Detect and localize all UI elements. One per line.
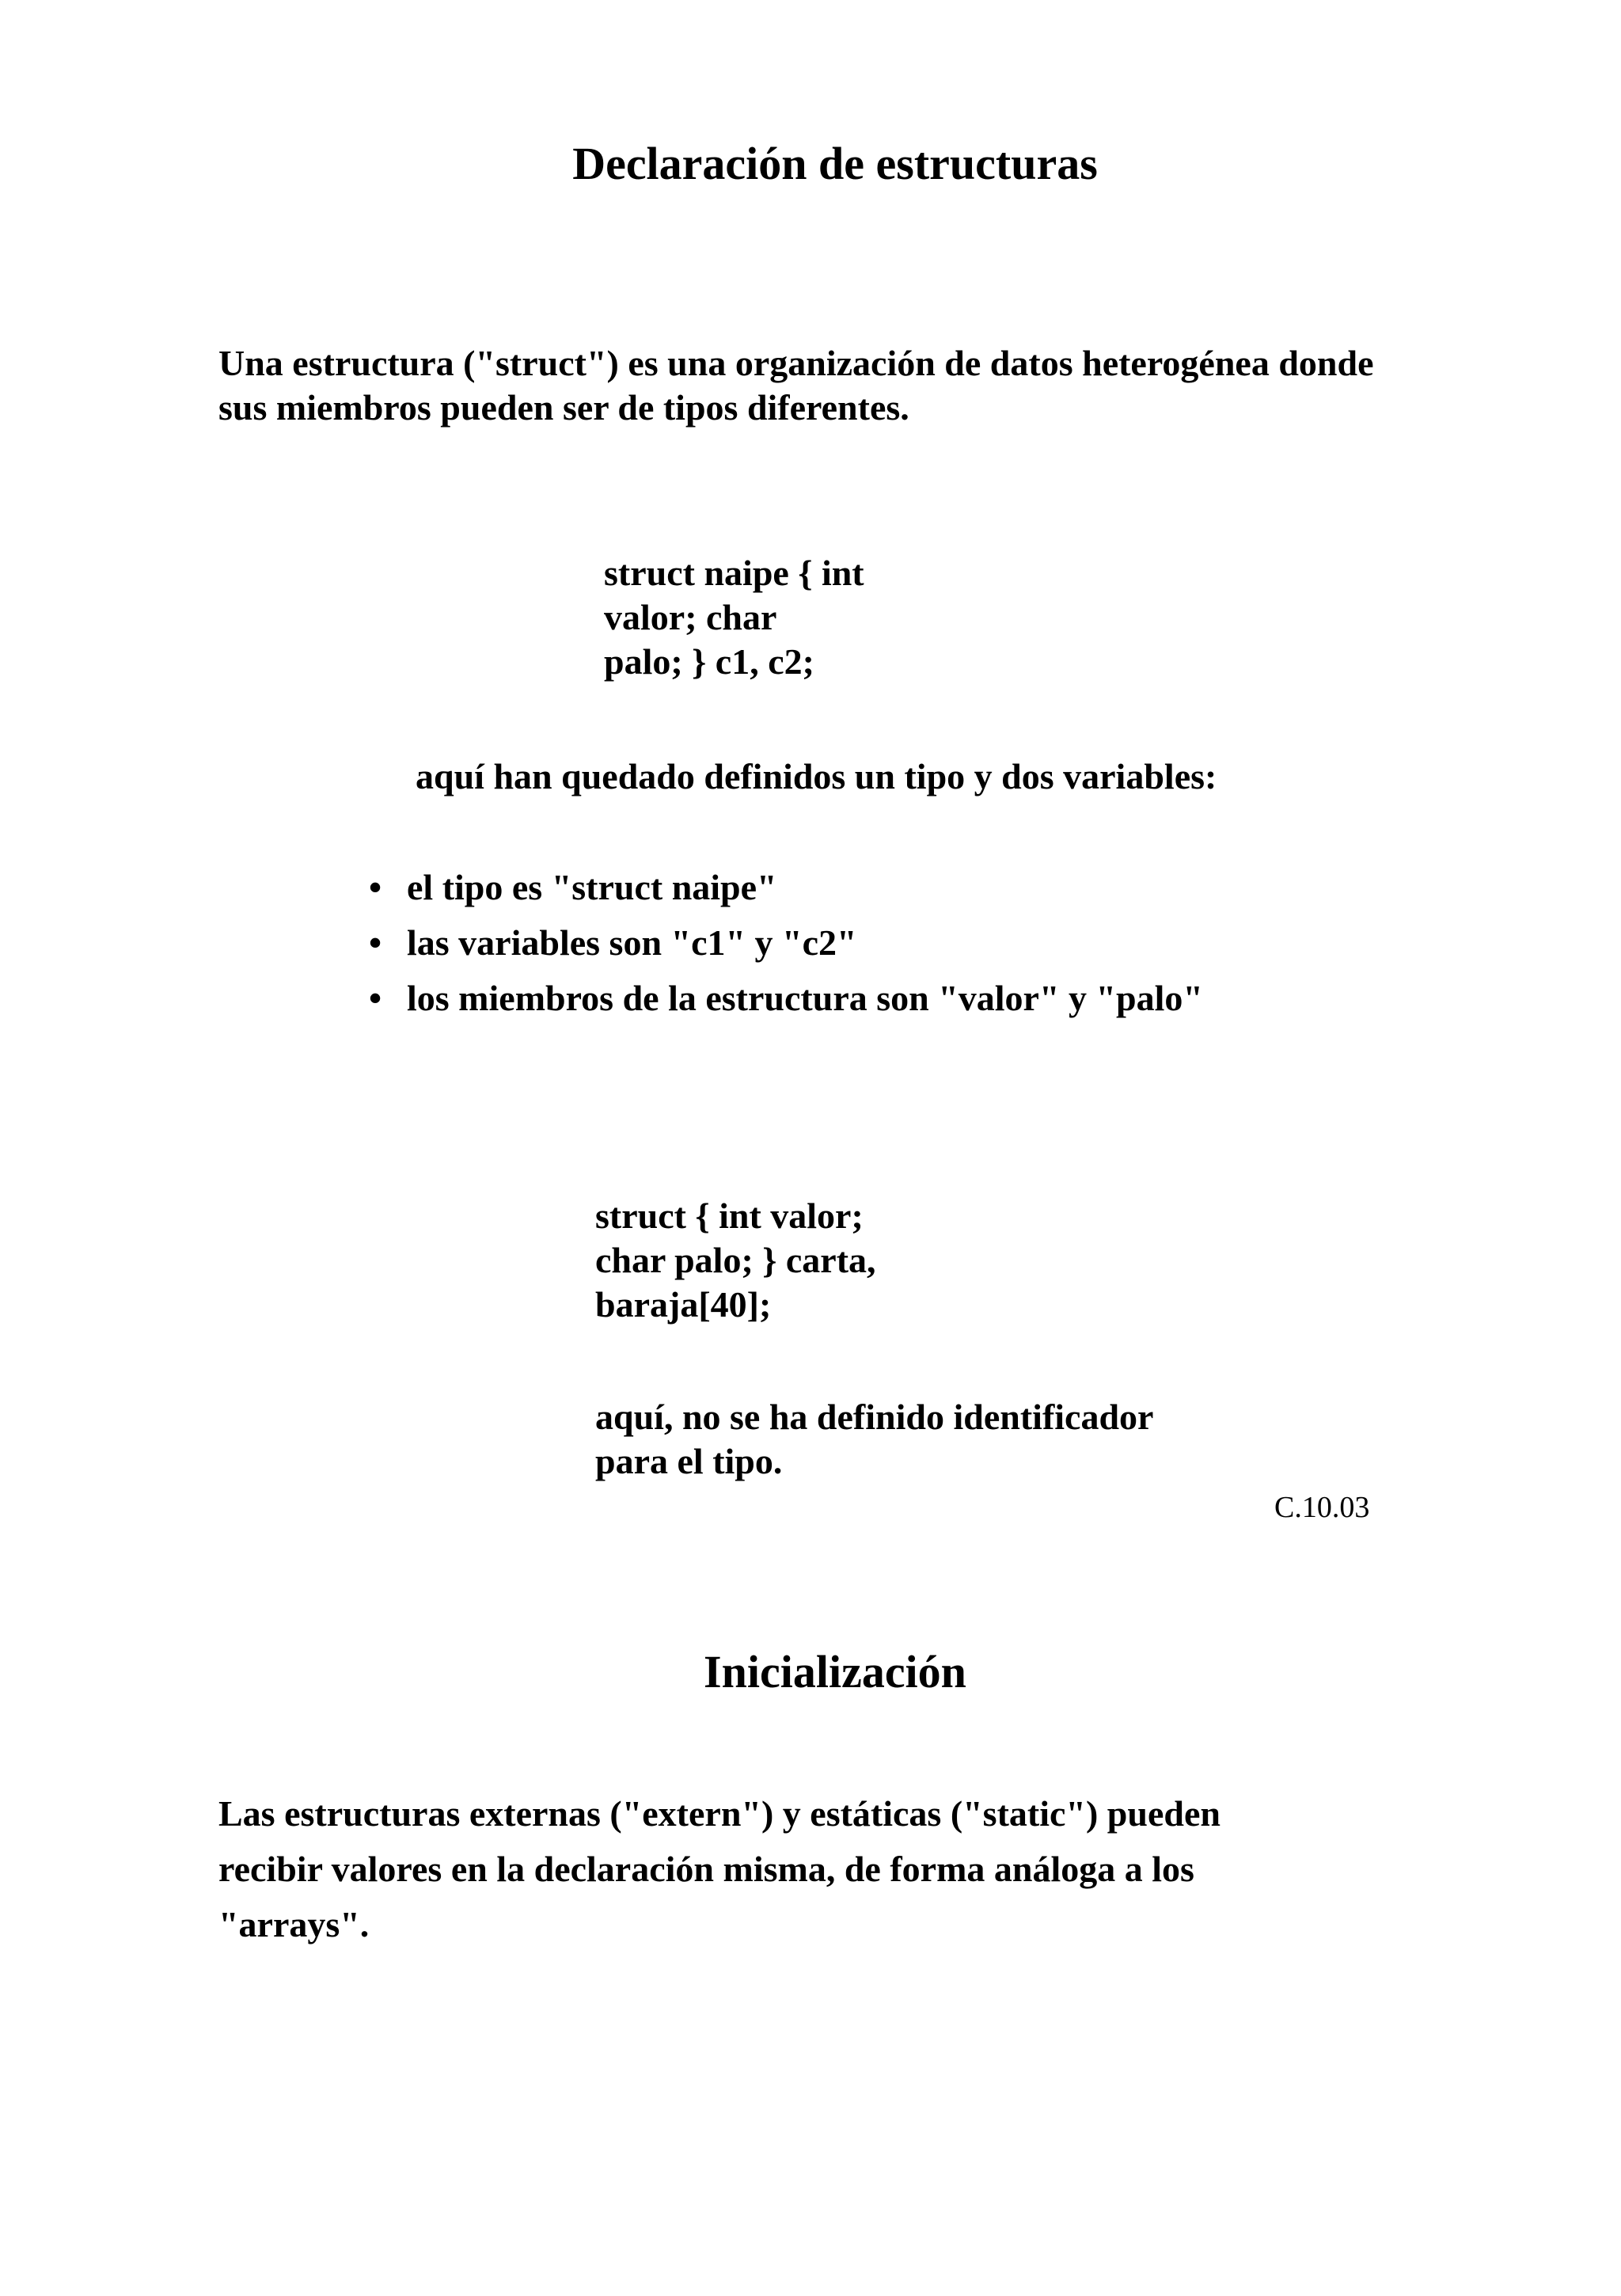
- code-line: baraja[40];: [595, 1284, 772, 1325]
- bullet-icon: •: [369, 867, 382, 907]
- list-item-text: el tipo es "struct naipe": [407, 867, 777, 907]
- list-item-text: las variables son "c1" y "c2": [407, 922, 857, 963]
- definitions-list: [369, 860, 1203, 1026]
- list-item: [369, 860, 1203, 915]
- bullet-icon: •: [369, 978, 382, 1018]
- code-line: valor; char: [604, 597, 777, 637]
- body-line: recibir valores en la declaración misma, de forma análoga a los: [218, 1849, 1194, 1889]
- intro-line-2: sus miembros pueden ser de tipos diferentes.: [218, 387, 909, 428]
- note-line: aquí, no se ha definido identificador: [595, 1397, 1154, 1437]
- code-block-naipe: [604, 551, 864, 684]
- bullet-icon: •: [369, 922, 382, 963]
- list-item-text: los miembros de la estructura son "valor" y "palo": [407, 978, 1203, 1018]
- page-reference: C.10.03: [1274, 1491, 1370, 1524]
- code-block-carta: [595, 1194, 876, 1327]
- body-line: Las estructuras externas ("extern") y estáticas ("static") pueden: [218, 1793, 1220, 1834]
- code-line: struct naipe { int: [604, 553, 864, 593]
- list-item: [369, 971, 1203, 1026]
- intro-line-1: Una estructura ("struct") es una organización de datos heterogénea donde: [218, 343, 1374, 383]
- code-line: palo; } c1, c2;: [604, 641, 814, 682]
- note-block: [595, 1395, 1153, 1484]
- explanation-text: aquí han quedado definidos un tipo y dos variables:: [416, 756, 1217, 796]
- inicializacion-body: [218, 1786, 1220, 1952]
- body-line: "arrays".: [218, 1904, 370, 1944]
- section-title-inicializacion: Inicialización: [704, 1646, 966, 1697]
- list-item: [369, 915, 1203, 971]
- code-line: struct { int valor;: [595, 1196, 864, 1236]
- code-line: char palo; } carta,: [595, 1240, 876, 1280]
- section-title-declaracion: Declaración de estructuras: [572, 138, 1098, 189]
- note-line: para el tipo.: [595, 1441, 783, 1481]
